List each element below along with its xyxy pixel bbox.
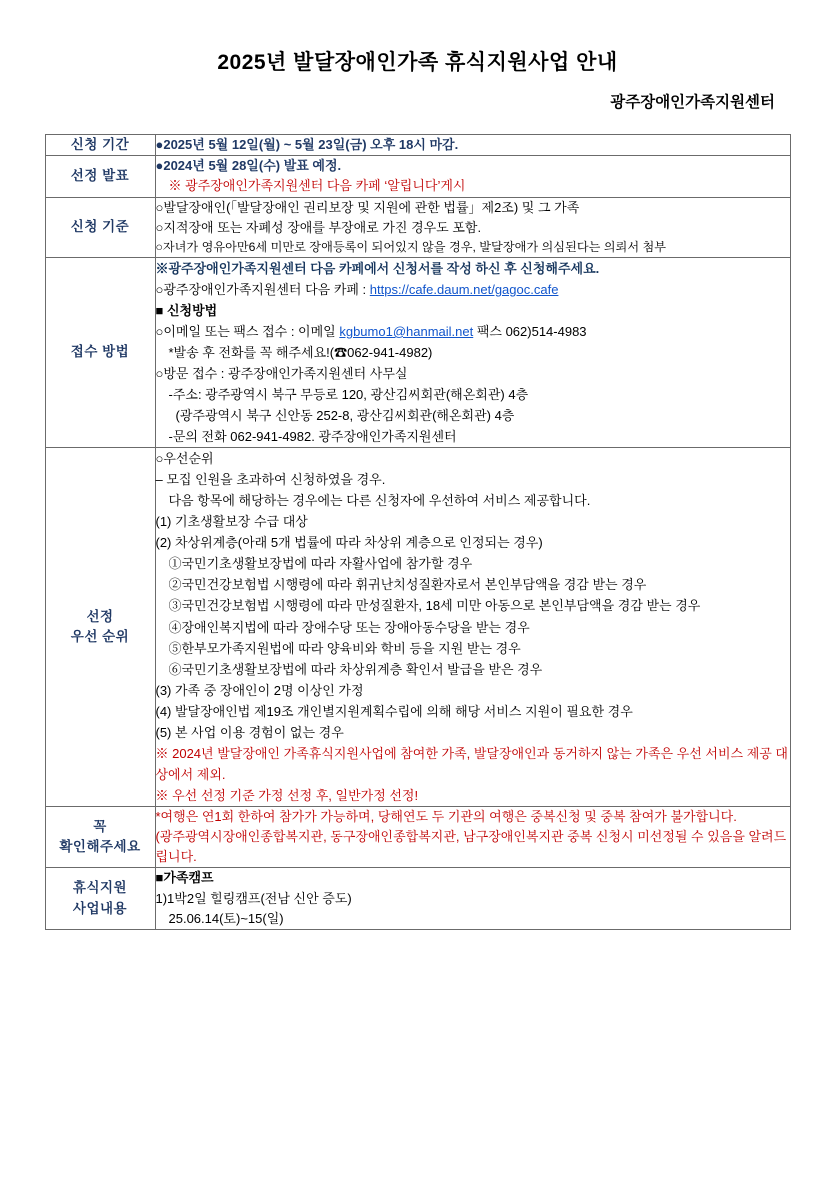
table-row-program-content bbox=[45, 868, 790, 929]
method-fax-text: 팩스 062)514-4983 bbox=[473, 323, 587, 339]
program-camp-date-1: 25.06.14(토)~15(일) bbox=[168, 910, 284, 926]
table-row-announcement bbox=[45, 156, 790, 197]
row-label-priority bbox=[45, 448, 155, 807]
row-label-eligibility: 신청 기준 bbox=[45, 197, 155, 257]
application-period-line: ●2025년 5월 12일(월) ~ 5월 23일(금) 오후 18시 마감. bbox=[155, 137, 459, 153]
row-content-application-period bbox=[155, 135, 790, 156]
must-check-note-2: (광주광역시장애인종합복지관, 동구장애인종합복지관, 남구장애인복지관 중복 신청시 미선정될 수 있음을 알려드립니다. bbox=[155, 829, 787, 865]
method-cafe-line bbox=[156, 279, 790, 300]
method-address-line-1: -주소: 광주광역시 북구 무등로 120, 광산김씨회관(해온회관) 4층 bbox=[168, 387, 529, 402]
priority-line-over: – 모집 인원을 초과하여 신청하였을 경우. bbox=[155, 472, 386, 488]
row-content-announcement bbox=[155, 156, 790, 197]
page-title: 2025년 발달장애인가족 휴식지원사업 안내 bbox=[217, 51, 618, 74]
email-link[interactable]: kgbumo1@hanmail.net bbox=[339, 323, 474, 339]
method-call-notice: *발송 후 전화를 꼭 해주세요!(☎062-941-4982) bbox=[168, 344, 433, 360]
priority-selection-note: ※ 우선 선정 기준 가정 선정 후, 일반가정 선정! bbox=[155, 787, 419, 803]
row-label-application-period: 신청 기간 bbox=[45, 135, 155, 156]
announcement-note-line: ※ 광주장애인가족지원센터 다음 카페 ‘알립니다’게시 bbox=[168, 178, 466, 194]
cafe-url-link[interactable]: https://cafe.daum.net/gagoc.cafe bbox=[369, 281, 559, 297]
method-cafe-label: ○광주장애인가족지원센터 다음 카페 : bbox=[155, 281, 370, 297]
method-address-line-2: (광주광역시 북구 신안동 252-8, 광산김씨회관(해온회관) 4층 bbox=[175, 408, 515, 424]
table-row-must-check bbox=[45, 806, 790, 867]
program-camp-heading: ■가족캠프 bbox=[155, 870, 214, 886]
row-label-program-content bbox=[45, 868, 155, 929]
priority-sub-2: ②국민건강보험법 시행령에 따라 휘귀난치성질환자로서 본인부담액을 경감 받는 경우 bbox=[168, 577, 647, 593]
eligibility-line-1: ○발달장애인(「발달장애인 권리보장 및 지원에 관한 법률」제2조) 및 그 가족 bbox=[155, 199, 580, 215]
row-content-program-content bbox=[155, 868, 790, 929]
priority-sub-3: ③국민건강보험법 시행령에 따라 만성질환자, 18세 미만 아동으로 본인부담액을 경감 받는 경우 bbox=[168, 598, 701, 614]
method-howto-heading: ■ 신청방법 bbox=[155, 302, 218, 318]
priority-sub-5: ⑤한부모가족지원법에 따라 양육비와 학비 등을 지원 받는 경우 bbox=[168, 640, 521, 656]
priority-item-1: (1) 기초생활보장 수급 대상 bbox=[155, 514, 308, 530]
organization-name: 광주장애인가족지원센터 bbox=[610, 94, 775, 111]
priority-item-2: (2) 차상위계층(아래 5개 법률에 따라 차상위 계층으로 인정되는 경우) bbox=[155, 535, 543, 551]
table-row-priority bbox=[45, 448, 790, 807]
row-content-must-check bbox=[155, 806, 790, 867]
method-email-label: ○이메일 또는 팩스 접수 : 이메일 bbox=[155, 323, 340, 339]
row-label-priority-line1: 선정 bbox=[86, 608, 114, 624]
priority-sub-6: ⑥국민기초생활보장법에 따라 차상위계층 확인서 발급을 받은 경우 bbox=[168, 661, 543, 677]
priority-item-5: (5) 본 사업 이용 경험이 없는 경우 bbox=[155, 724, 344, 740]
row-label-application-method: 접수 방법 bbox=[45, 257, 155, 447]
program-camp-item-1: 1)1박2일 힐링캠프(전남 신안 증도) bbox=[155, 890, 352, 906]
method-visit-line: ○방문 접수 : 광주장애인가족지원센터 사무실 bbox=[155, 365, 408, 381]
eligibility-line-2: ○지적장애 또는 자폐성 장애를 부장애로 가진 경우도 포함. bbox=[155, 219, 482, 235]
program-info-table bbox=[45, 134, 791, 930]
priority-item-3: (3) 가족 중 장애인이 2명 이상인 가정 bbox=[155, 682, 364, 698]
row-label-program-content-line1: 휴식지원 bbox=[72, 880, 128, 896]
method-email-line bbox=[156, 321, 790, 342]
table-row-eligibility bbox=[45, 197, 790, 257]
priority-heading: ○우선순위 bbox=[155, 451, 214, 467]
priority-sub-1: ①국민기초생활보장법에 따라 자활사업에 참가할 경우 bbox=[168, 556, 473, 572]
row-content-priority bbox=[155, 448, 790, 807]
row-label-announcement: 선정 발표 bbox=[45, 156, 155, 197]
priority-line-rule: 다음 항목에 해당하는 경우에는 다른 신청자에 우선하여 서비스 제공합니다. bbox=[168, 493, 591, 509]
table-row-application-period bbox=[45, 135, 790, 156]
method-inquiry-line: -문의 전화 062-941-4982. 광주장애인가족지원센터 bbox=[168, 429, 457, 445]
row-content-application-method bbox=[155, 257, 790, 447]
eligibility-line-3: ○자녀가 영유아만6세 미만로 장애등록이 되어있지 않을 경우, 발달장애가 의심된다는 의뢰서 첨부 bbox=[155, 239, 667, 254]
row-label-must-check-line1: 꼭 bbox=[93, 818, 107, 834]
row-label-program-content-line2: 사업내용 bbox=[72, 900, 128, 916]
priority-exclusion-note: ※ 2024년 발달장애인 가족휴식지원사업에 참여한 가족, 발달장애인과 동거하지 않는 가족은 우선 서비스 제공 대상에서 제외. bbox=[155, 745, 788, 782]
announcement-date-line: ●2024년 5월 28일(수) 발표 예정. bbox=[155, 158, 342, 174]
row-label-priority-line2: 우선 순위 bbox=[70, 629, 130, 645]
must-check-note-1: *여행은 연1회 한하여 참가가 가능하며, 당해연도 두 기관의 여행은 중복신청 및 중복 참여가 불가합니다. bbox=[155, 808, 737, 824]
row-content-eligibility bbox=[155, 197, 790, 257]
row-label-must-check-line2: 확인해주세요 bbox=[59, 839, 141, 855]
priority-sub-4: ④장애인복지법에 따라 장애수당 또는 장애아동수당을 받는 경우 bbox=[168, 619, 530, 635]
method-note-line: ※광주장애인가족지원센터 다음 카페에서 신청서를 작성 하신 후 신청해주세요. bbox=[155, 260, 600, 276]
priority-item-4: (4) 발달장애인법 제19조 개인별지원계획수립에 의해 해당 서비스 지원이 필요한 경우 bbox=[155, 703, 633, 719]
table-row-application-method bbox=[45, 257, 790, 447]
row-label-must-check bbox=[45, 806, 155, 867]
